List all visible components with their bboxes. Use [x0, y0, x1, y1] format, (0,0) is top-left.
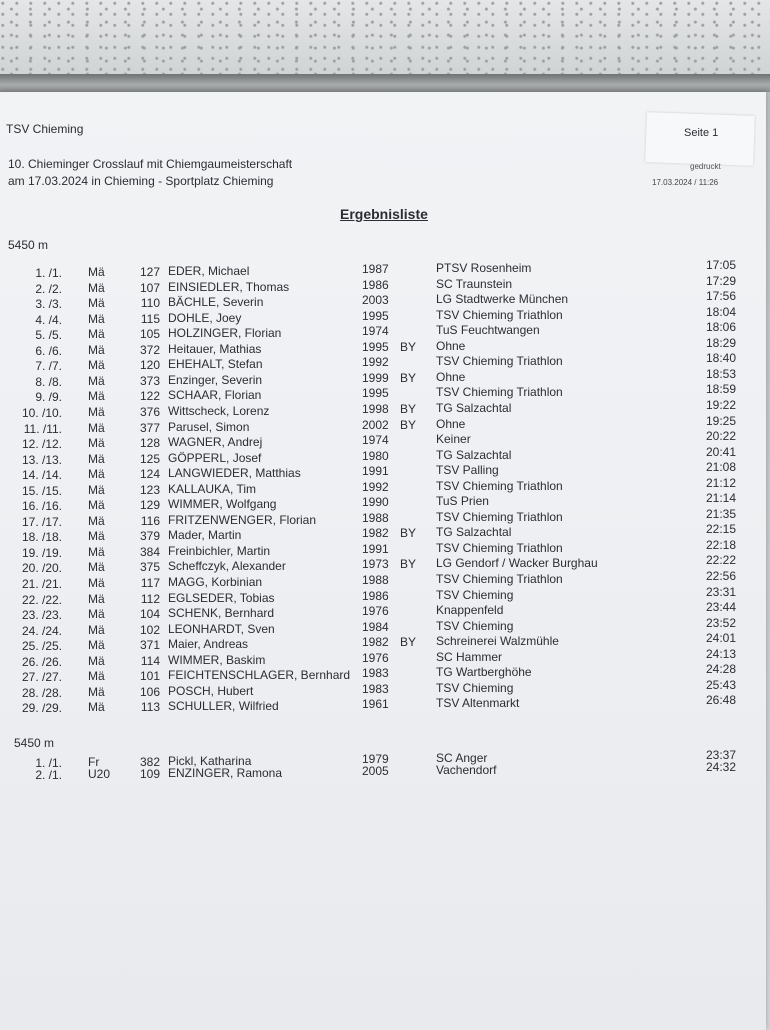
- time-cell: 23:52: [705, 615, 736, 630]
- bib-cell: 123: [139, 482, 160, 497]
- class-cell: Mä: [88, 560, 105, 575]
- bib-cell: 384: [139, 544, 160, 559]
- state-cell: BY: [400, 339, 417, 354]
- athlete-name-cell: SCHAAR, Florian: [168, 388, 262, 403]
- state-cell: BY: [400, 401, 417, 416]
- class-cell: Mä: [88, 529, 105, 544]
- table-row: [0, 693, 766, 716]
- club-cell: SC Traunstein: [436, 276, 513, 291]
- athlete-name-cell: POSCH, Hubert: [168, 683, 254, 698]
- bib-cell: 112: [140, 591, 160, 606]
- club-cell: TG Salzachtal: [436, 525, 512, 540]
- club-cell: SC Anger: [436, 751, 488, 765]
- rank-cell: 3. /3.: [35, 297, 62, 312]
- time-cell: 22:56: [705, 569, 736, 583]
- document-title: Ergebnisliste: [340, 206, 428, 222]
- time-cell: 24:01: [705, 631, 736, 646]
- rank-cell: 18. /18.: [21, 530, 62, 545]
- bib-cell: 129: [139, 498, 160, 513]
- time-cell: 22:18: [705, 537, 736, 552]
- bib-cell: 379: [139, 529, 160, 544]
- birth-year-cell: 2002: [362, 417, 389, 432]
- club-cell: Ohne: [436, 369, 466, 384]
- state-cell: BY: [400, 417, 417, 432]
- rank-cell: 15. /15.: [21, 483, 62, 498]
- bib-cell: 127: [139, 265, 160, 279]
- club-cell: TuS Prien: [436, 494, 489, 509]
- rank-cell: 24. /24.: [21, 623, 62, 638]
- time-cell: 21:14: [705, 491, 736, 506]
- athlete-name-cell: EHEHALT, Stefan: [168, 357, 263, 372]
- club-cell: TSV Chieming Triathlon: [436, 572, 563, 586]
- class-cell: Mä: [88, 482, 105, 497]
- birth-year-cell: 1982: [362, 526, 389, 541]
- bib-cell: 128: [139, 436, 160, 451]
- results-sheet: [0, 92, 766, 1030]
- athlete-name-cell: EINSIEDLER, Thomas: [168, 279, 290, 294]
- athlete-name-cell: ENZINGER, Ramona: [168, 766, 283, 780]
- class-cell: Mä: [88, 591, 105, 606]
- rank-cell: 2. /1.: [35, 768, 62, 782]
- class-cell: Mä: [88, 265, 105, 279]
- event-title: 10. Chieminger Crosslauf mit Chiemgaumeisterschaft: [8, 157, 293, 171]
- class-cell: U20: [88, 767, 111, 781]
- club-name: TSV Chieming: [6, 122, 84, 136]
- time-cell: 18:04: [705, 304, 736, 319]
- class-cell: Mä: [88, 684, 105, 699]
- club-cell: TSV Palling: [436, 463, 499, 478]
- birth-year-cell: 1984: [362, 619, 389, 634]
- birth-year-cell: 1988: [362, 510, 389, 525]
- club-cell: TSV Chieming Triathlon: [436, 385, 563, 400]
- athlete-name-cell: Pickl, Katharina: [168, 754, 252, 768]
- time-cell: 23:44: [705, 600, 736, 615]
- table-row: [0, 569, 766, 591]
- birth-year-cell: 1988: [362, 573, 389, 587]
- birth-year-cell: 1999: [362, 370, 389, 385]
- rank-cell: 10. /10.: [21, 405, 62, 420]
- bib-cell: 110: [140, 296, 160, 311]
- time-cell: 18:06: [705, 320, 736, 335]
- athlete-name-cell: Parusel, Simon: [168, 419, 250, 434]
- class-cell: Mä: [88, 296, 105, 311]
- bib-cell: 371: [139, 638, 160, 653]
- class-cell: Mä: [88, 373, 105, 388]
- class-cell: Mä: [88, 327, 105, 342]
- bib-cell: 113: [140, 700, 160, 715]
- rank-cell: 8. /8.: [35, 374, 62, 389]
- rank-cell: 6. /6.: [35, 343, 62, 358]
- section-distance-men: 5450 m: [8, 238, 49, 252]
- time-cell: 24:13: [705, 646, 736, 661]
- time-cell: 19:22: [705, 397, 736, 412]
- event-date-location: am 17.03.2024 in Chieming - Sportplatz Chieming: [8, 174, 274, 188]
- athlete-name-cell: Maier, Andreas: [168, 637, 249, 652]
- rank-cell: 19. /19.: [21, 545, 62, 560]
- class-cell: Mä: [88, 311, 105, 326]
- class-cell: Mä: [88, 638, 105, 653]
- bib-cell: 116: [140, 513, 160, 528]
- club-cell: TSV Chieming Triathlon: [436, 509, 563, 524]
- class-cell: Mä: [88, 420, 105, 435]
- birth-year-cell: 1986: [362, 277, 389, 292]
- class-cell: Mä: [88, 669, 105, 684]
- time-cell: 18:59: [705, 382, 736, 397]
- birth-year-cell: 1974: [362, 324, 389, 339]
- birth-year-cell: 1986: [362, 588, 389, 603]
- club-cell: Ohne: [436, 416, 466, 431]
- birth-year-cell: 1976: [362, 650, 389, 665]
- club-cell: TG Salzachtal: [436, 400, 512, 415]
- table-row: [0, 258, 766, 280]
- athlete-name-cell: FEICHTENSCHLAGER, Bernhard: [168, 668, 351, 683]
- rank-cell: 5. /5.: [35, 328, 62, 343]
- time-cell: 21:08: [705, 460, 736, 475]
- rank-cell: 1. /1.: [35, 266, 62, 280]
- birth-year-cell: 1973: [362, 557, 389, 572]
- birth-year-cell: 1991: [362, 541, 389, 556]
- birth-year-cell: 1974: [362, 433, 389, 448]
- birth-year-cell: 1987: [362, 262, 389, 276]
- rank-cell: 21. /21.: [21, 577, 62, 591]
- printed-label: gedruckt: [690, 162, 721, 171]
- birth-year-cell: 1980: [362, 448, 389, 463]
- club-cell: SC Hammer: [436, 649, 503, 664]
- rank-cell: 27. /27.: [21, 670, 62, 685]
- athlete-name-cell: BÄCHLE, Severin: [168, 295, 264, 310]
- time-cell: 24:28: [705, 662, 736, 677]
- athlete-name-cell: DOHLE, Joey: [168, 310, 242, 325]
- club-cell: Schreinerei Walzmühle: [436, 634, 559, 649]
- class-cell: Mä: [88, 653, 105, 668]
- state-cell: BY: [400, 370, 417, 385]
- birth-year-cell: 1995: [362, 386, 389, 401]
- rank-cell: 22. /22.: [21, 592, 62, 607]
- club-cell: TG Wartberghöhe: [436, 665, 532, 680]
- class-cell: Mä: [88, 467, 105, 482]
- athlete-name-cell: SCHENK, Bernhard: [168, 606, 275, 621]
- rank-cell: 2. /2.: [35, 281, 62, 296]
- section-distance-women: 5450 m: [14, 736, 55, 750]
- birth-year-cell: 1992: [362, 355, 389, 370]
- bib-cell: 102: [139, 622, 160, 637]
- rank-cell: 11. /11.: [23, 421, 62, 436]
- class-cell: Mä: [88, 436, 105, 451]
- time-cell: 17:56: [705, 289, 736, 304]
- rank-cell: 12. /12.: [21, 437, 62, 452]
- time-cell: 21:35: [705, 506, 736, 521]
- class-cell: Mä: [88, 607, 105, 622]
- birth-year-cell: 1995: [362, 308, 389, 323]
- bib-cell: 125: [139, 451, 160, 466]
- rank-cell: 4. /4.: [35, 312, 62, 327]
- class-cell: Mä: [88, 342, 105, 357]
- birth-year-cell: 1982: [362, 635, 389, 650]
- athlete-name-cell: MAGG, Korbinian: [168, 575, 263, 589]
- bib-cell: 117: [140, 576, 160, 590]
- athlete-name-cell: Scheffczyk, Alexander: [168, 559, 286, 574]
- time-cell: 22:15: [705, 522, 736, 537]
- club-cell: TSV Chieming: [436, 618, 514, 633]
- table-row: [0, 413, 766, 436]
- bib-cell: 115: [140, 311, 160, 326]
- time-cell: 20:22: [705, 429, 736, 444]
- time-cell: 17:05: [705, 258, 736, 272]
- rank-cell: 20. /20.: [21, 561, 62, 576]
- bib-cell: 122: [139, 389, 160, 404]
- class-cell: Mä: [88, 498, 105, 513]
- rank-cell: 13. /13.: [21, 452, 62, 467]
- birth-year-cell: 1961: [362, 697, 389, 712]
- club-cell: TuS Feuchtwangen: [436, 323, 540, 338]
- birth-year-cell: 1990: [362, 495, 389, 510]
- rank-cell: 16. /16.: [21, 499, 62, 514]
- club-cell: Keiner: [436, 432, 471, 447]
- birth-year-cell: 1991: [362, 464, 389, 479]
- athlete-name-cell: WAGNER, Andrej: [168, 435, 263, 450]
- class-cell: Mä: [88, 544, 105, 559]
- athlete-name-cell: WIMMER, Baskim: [168, 652, 266, 667]
- athlete-name-cell: Freinbichler, Martin: [168, 543, 271, 558]
- time-cell: 23:31: [705, 584, 736, 599]
- bib-cell: 376: [139, 404, 160, 419]
- athlete-name-cell: WIMMER, Wolfgang: [168, 497, 277, 512]
- class-cell: Mä: [88, 513, 105, 528]
- athlete-name-cell: LANGWIEDER, Matthias: [168, 466, 301, 481]
- birth-year-cell: 1983: [362, 681, 389, 696]
- birth-year-cell: 1983: [362, 666, 389, 681]
- rank-cell: 17. /17.: [21, 514, 62, 529]
- class-cell: Mä: [88, 700, 105, 715]
- bib-cell: 372: [139, 342, 160, 357]
- birth-year-cell: 1992: [362, 479, 389, 494]
- rank-cell: 9. /9.: [35, 390, 62, 405]
- rank-cell: 23. /23.: [21, 608, 62, 623]
- bib-cell: 109: [139, 767, 160, 781]
- club-cell: PTSV Rosenheim: [436, 261, 532, 275]
- class-cell: Mä: [88, 404, 105, 419]
- table-row: [0, 397, 766, 420]
- time-cell: 24:32: [705, 760, 736, 774]
- time-cell: 20:41: [705, 444, 736, 459]
- bib-cell: 375: [139, 560, 160, 575]
- birth-year-cell: 2005: [362, 764, 389, 778]
- rank-cell: 29. /29.: [21, 701, 62, 716]
- rank-cell: 26. /26.: [21, 654, 62, 669]
- printed-date: 17.03.2024 / 11:26: [652, 178, 719, 187]
- state-cell: BY: [400, 557, 417, 572]
- wall-background: [0, 0, 770, 80]
- state-cell: BY: [400, 635, 417, 650]
- athlete-name-cell: GÖPPERL, Josef: [168, 450, 262, 465]
- athlete-name-cell: Mader, Martin: [168, 528, 242, 543]
- club-cell: TSV Chieming Triathlon: [436, 540, 563, 555]
- athlete-name-cell: KALLAUKA, Tim: [168, 481, 257, 496]
- athlete-name-cell: HOLZINGER, Florian: [168, 326, 282, 341]
- time-cell: 21:12: [705, 475, 736, 490]
- time-cell: 22:22: [705, 553, 736, 568]
- class-cell: Mä: [88, 451, 105, 466]
- rank-cell: 25. /25.: [21, 639, 62, 654]
- bib-cell: 106: [139, 684, 160, 699]
- class-cell: Mä: [88, 622, 105, 637]
- class-cell: Mä: [88, 389, 105, 404]
- athlete-name-cell: Enzinger, Severin: [168, 372, 263, 387]
- club-cell: LG Stadtwerke München: [436, 292, 569, 307]
- bib-cell: 382: [139, 755, 160, 769]
- page-number: Seite 1: [684, 127, 719, 139]
- athlete-name-cell: Heitauer, Mathias: [168, 341, 262, 356]
- club-cell: LG Gendorf / Wacker Burghau: [436, 556, 598, 571]
- club-cell: Knappenfeld: [436, 603, 504, 618]
- club-cell: TG Salzachtal: [436, 447, 512, 462]
- class-cell: Mä: [88, 358, 105, 373]
- club-cell: Vachendorf: [436, 763, 497, 777]
- bib-cell: 373: [139, 373, 160, 388]
- bib-cell: 105: [139, 327, 160, 342]
- time-cell: 17:29: [705, 273, 736, 288]
- rank-cell: 28. /28.: [21, 685, 62, 700]
- athlete-name-cell: LEONHARDT, Sven: [168, 621, 275, 636]
- birth-year-cell: 1998: [362, 401, 389, 416]
- birth-year-cell: 1979: [362, 752, 389, 766]
- club-cell: TSV Altenmarkt: [436, 696, 520, 711]
- time-cell: 26:48: [705, 693, 736, 708]
- rank-cell: 14. /14.: [21, 468, 62, 483]
- rank-cell: 7. /7.: [35, 359, 62, 374]
- birth-year-cell: 1995: [362, 339, 389, 354]
- bib-cell: 120: [139, 358, 160, 373]
- time-cell: 18:40: [705, 351, 736, 366]
- state-cell: BY: [400, 526, 417, 541]
- club-cell: TSV Chieming Triathlon: [436, 478, 563, 493]
- bib-cell: 101: [139, 669, 160, 684]
- birth-year-cell: 1976: [362, 604, 389, 619]
- club-cell: TSV Chieming Triathlon: [436, 307, 563, 322]
- time-cell: 19:25: [705, 413, 736, 428]
- time-cell: 25:43: [705, 677, 736, 692]
- bib-cell: 124: [139, 467, 160, 482]
- club-cell: TSV Chieming: [436, 680, 514, 695]
- athlete-name-cell: FRITZENWENGER, Florian: [168, 512, 317, 527]
- results-table: [0, 92, 766, 1030]
- athlete-name-cell: SCHULLER, Wilfried: [168, 699, 279, 714]
- notice-board-frame: [0, 74, 770, 92]
- birth-year-cell: 2003: [362, 293, 389, 308]
- bib-cell: 114: [140, 653, 160, 668]
- class-cell: Mä: [88, 576, 105, 590]
- bib-cell: 377: [139, 420, 160, 435]
- rank-cell: 1. /1.: [35, 756, 62, 770]
- class-cell: Fr: [88, 755, 100, 769]
- club-cell: TSV Chieming Triathlon: [436, 354, 563, 369]
- athlete-name-cell: EGLSEDER, Tobias: [168, 590, 275, 605]
- athlete-name-cell: Wittscheck, Lorenz: [168, 403, 270, 418]
- athlete-name-cell: EDER, Michael: [168, 264, 250, 278]
- bib-cell: 104: [139, 607, 160, 622]
- club-cell: Ohne: [436, 338, 466, 353]
- club-cell: TSV Chieming: [436, 587, 514, 602]
- time-cell: 18:29: [705, 335, 736, 350]
- time-cell: 18:53: [705, 366, 736, 381]
- class-cell: Mä: [88, 280, 105, 295]
- bib-cell: 107: [139, 280, 160, 295]
- time-cell: 23:37: [705, 748, 736, 762]
